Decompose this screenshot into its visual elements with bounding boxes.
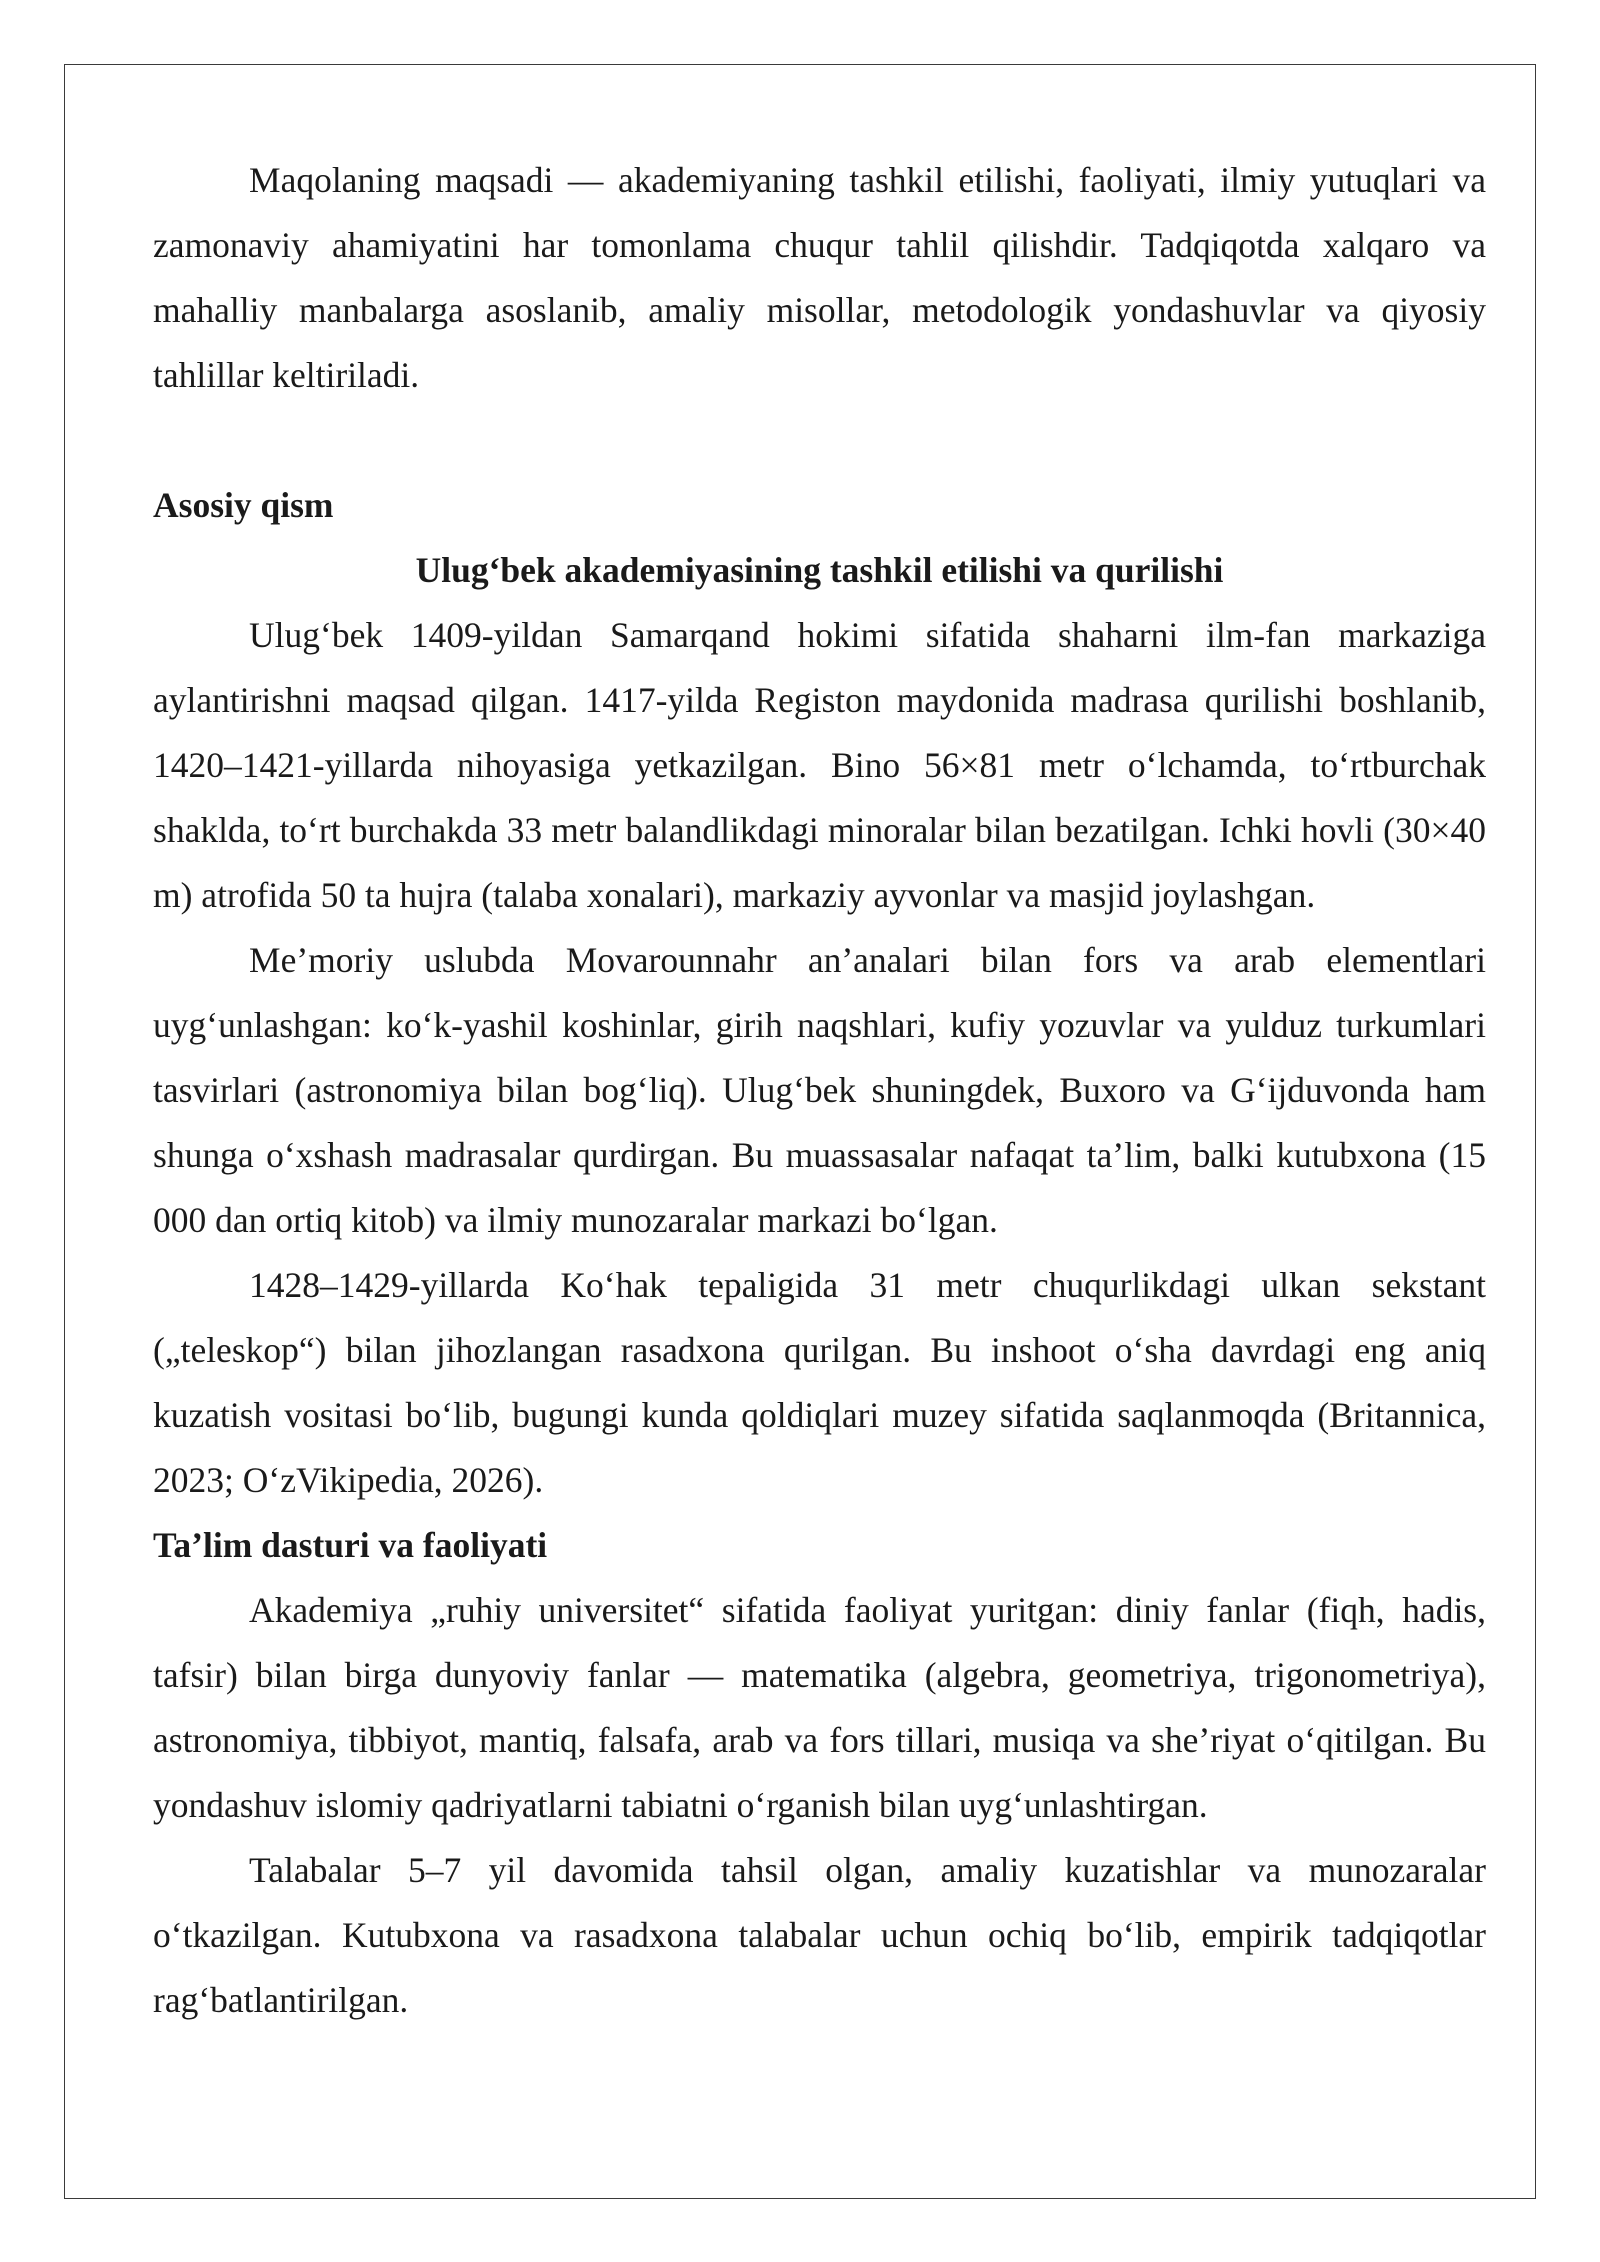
- body-paragraph: 1428–1429-yillarda Ko‘hak tepaligida 31 metr chuqurlikdagi ulkan sekstant („teleskop“) bilan jihozlangan rasadxona qurilgan. Bu inshoot o‘sha davrdagi eng aniq kuzatish vositasi bo‘lib, bugungi kunda qoldiqlari muzey sifatida saqlanmoqda (Britannica, 2023; O‘zVikipedia, 2026).: [153, 1265, 1486, 1500]
- section-heading-main: Asosiy qism: [153, 485, 334, 525]
- intro-paragraph: Maqolaning maqsadi — akademiyaning tashkil etilishi, faoliyati, ilmiy yutuqlari va zamonaviy ahamiyatini har tomonlama chuqur tahlil qilishdir. Tadqiqotda xalqaro va mahalliy manbalarga asoslanib, amaliy misollar, metodologik yondashuvlar va qiyosiy tahlillar keltiriladi.: [153, 160, 1486, 395]
- section-heading-education: Ta’lim dasturi va faoliyati: [153, 1525, 548, 1565]
- body-paragraph: Talabalar 5–7 yil davomida tahsil olgan, amaliy kuzatishlar va munozaralar o‘tkazilgan. Kutubxona va rasadxona talabalar uchun ochiq bo‘lib, empirik tadqiqotlar rag‘batlantirilgan.: [153, 1850, 1486, 2020]
- subsection-heading-founding: Ulug‘bek akademiyasining tashkil etilishi va qurilishi: [415, 550, 1224, 590]
- body-paragraph: Akademiya „ruhiy universitet“ sifatida faoliyat yuritgan: diniy fanlar (fiqh, hadis, tafsir) bilan birga dunyoviy fanlar — matematika (algebra, geometriya, trigonometriya), astronomiya, tibbiyot, mantiq, falsafa, arab va fors tillari, musiqa va she’riyat o‘qitilgan. Bu yondashuv islomiy qadriyatlarni tabiatni o‘rganish bilan uyg‘unlashtirgan.: [153, 1590, 1486, 1825]
- section-spacer: [153, 408, 1486, 473]
- body-paragraph: Me’moriy uslubda Movarounnahr an’analari bilan fors va arab elementlari uyg‘unlashgan: ko‘k-yashil koshinlar, girih naqshlari, kufiy yozuvlar va yulduz turkumlari tasvirlari (astronomiya bilan bog‘liq). Ulug‘bek shuningdek, Buxoro va G‘ijduvonda ham shunga o‘xshash madrasalar qurdirgan. Bu muassasalar nafaqat ta’lim, balki kutubxona (15 000 dan ortiq kitob) va ilmiy munozaralar markazi bo‘lgan.: [153, 940, 1486, 1240]
- body-paragraph: Ulug‘bek 1409-yildan Samarqand hokimi sifatida shaharni ilm-fan markaziga aylantirishni maqsad qilgan. 1417-yilda Registon maydonida madrasa qurilishi boshlanib, 1420–1421-yillarda nihoyasiga yetkazilgan. Bino 56×81 metr o‘lchamda, to‘rtburchak shaklda, to‘rt burchakda 33 metr balandlikdagi minoralar bilan bezatilgan. Ichki hovli (30×40 m) atrofida 50 ta hujra (talaba xonalari), markaziy ayvonlar va masjid joylashgan.: [153, 615, 1486, 915]
- document-body: [153, 148, 1486, 2033]
